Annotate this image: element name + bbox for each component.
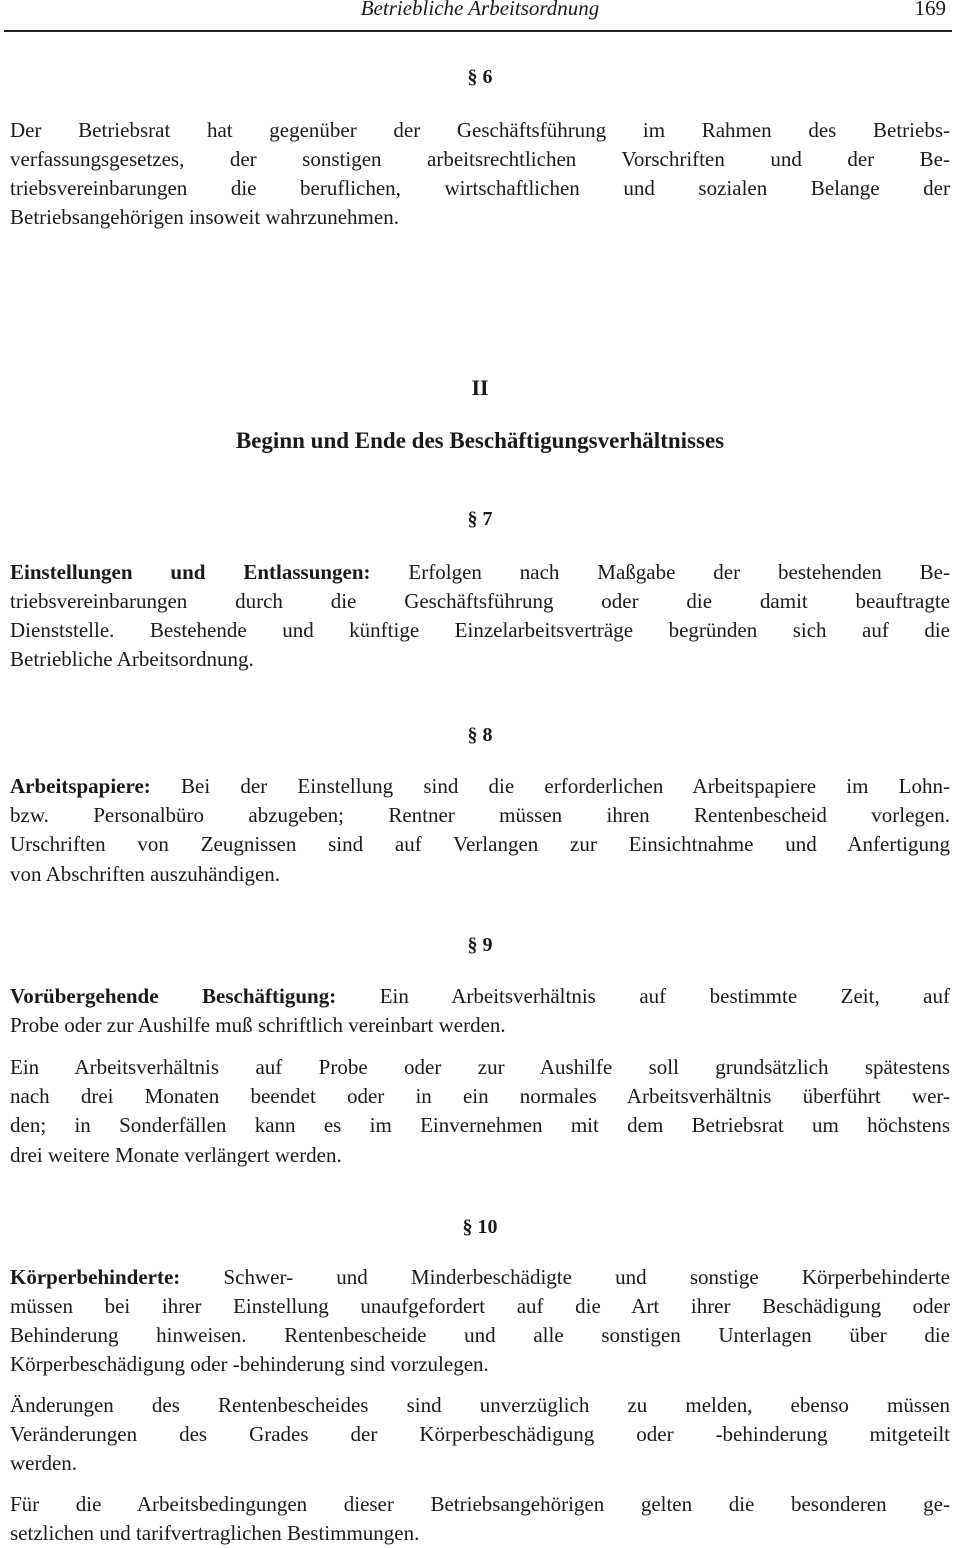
lead-term: Arbeitspapiere: [10, 774, 151, 798]
text-line [10, 982, 950, 1010]
part-numeral: II [471, 375, 489, 400]
lead-term: Vorübergehende Beschäftigung: [10, 984, 337, 1008]
text-line: Für die Arbeitsbedingungen dieser Betriebsangehörigen gelten die besonderen ge- [10, 1492, 950, 1516]
text-line: müssen bei ihrer Einstellung unaufgefordert auf die Art ihrer Beschädigung oder [10, 1294, 950, 1318]
header-title: Betriebliche Arbeitsordnung [360, 0, 600, 20]
header-rule [4, 30, 952, 32]
page-number: 169 [914, 0, 946, 20]
text-line: setzlichen und tarifvertraglichen Bestimmungen. [10, 1521, 420, 1545]
text-line: Der Betriebsrat hat gegenüber der Geschäftsführung im Rahmen des Betriebs- [10, 118, 950, 142]
section-mark-7: § 7 [467, 508, 493, 530]
text-line: von Abschriften auszuhändigen. [10, 862, 281, 886]
section-mark-8: § 8 [467, 724, 493, 746]
text-line: drei weitere Monate verlängert werden. [10, 1143, 342, 1167]
text-line: den; in Sonderfällen kann es im Einvernehmen mit dem Betriebsrat um höchstens [10, 1113, 950, 1137]
text-line: Ein Arbeitsverhältnis auf Probe oder zur Aushilfe soll grundsätzlich spätestens [10, 1055, 950, 1079]
lead-term: Einstellungen und Entlassungen: [10, 560, 371, 584]
text-line: Urschriften von Zeugnissen sind auf Verlangen zur Einsichtnahme und Anfertigung [10, 832, 950, 856]
text: Erfolgen nach Maßgabe der bestehenden Be- [370, 560, 950, 584]
text-line: Betriebliche Arbeitsordnung. [10, 647, 254, 671]
text-line: Behinderung hinweisen. Rentenbescheide und alle sonstigen Unterlagen über die [10, 1323, 950, 1347]
text-line: verfassungsgesetzes, der sonstigen arbeitsrechtlichen Vorschriften und der Be- [10, 147, 950, 171]
text-line: Körperbeschädigung oder -behinderung sind vorzulegen. [10, 1352, 489, 1376]
text: Ein Arbeitsverhältnis auf bestimmte Zeit, auf [336, 984, 950, 1008]
section-mark-9: § 9 [467, 934, 493, 956]
text: Bei der Einstellung sind die erforderlichen Arbeitspapiere im Lohn- [150, 774, 950, 798]
text-line: Veränderungen des Grades der Körperbeschädigung oder -behinderung mitgeteilt [10, 1422, 950, 1446]
text-line: triebsvereinbarungen durch die Geschäftsführung oder die damit beauftragte [10, 589, 950, 613]
section-mark-10: § 10 [462, 1216, 498, 1238]
text-line: nach drei Monaten beendet oder in ein normales Arbeitsverhältnis überführt wer- [10, 1084, 950, 1108]
text-line: werden. [10, 1451, 78, 1475]
text-line [10, 772, 950, 800]
text-line: Betriebsangehörigen insoweit wahrzunehmen. [10, 205, 399, 229]
text-line: Probe oder zur Aushilfe muß schriftlich vereinbart werden. [10, 1013, 506, 1037]
text-line: Änderungen des Rentenbescheides sind unverzüglich zu melden, ebenso müssen [10, 1393, 950, 1417]
text-line [10, 1263, 950, 1291]
section-mark-6: § 6 [467, 66, 493, 88]
lead-term: Körperbehinderte: [10, 1265, 181, 1289]
text-line [10, 558, 950, 586]
text-line: bzw. Personalbüro abzugeben; Rentner müssen ihren Rentenbescheid vorlegen. [10, 803, 950, 827]
part-heading: Beginn und Ende des Beschäftigungsverhältnisses [235, 428, 725, 453]
text-line: triebsvereinbarungen die beruflichen, wirtschaftlichen und sozialen Belange der [10, 176, 950, 200]
text-line: Dienststelle. Bestehende und künftige Einzelarbeitsverträge begründen sich auf die [10, 618, 950, 642]
text: Schwer- und Minderbeschädigte und sonstige Körperbehinderte [180, 1265, 950, 1289]
